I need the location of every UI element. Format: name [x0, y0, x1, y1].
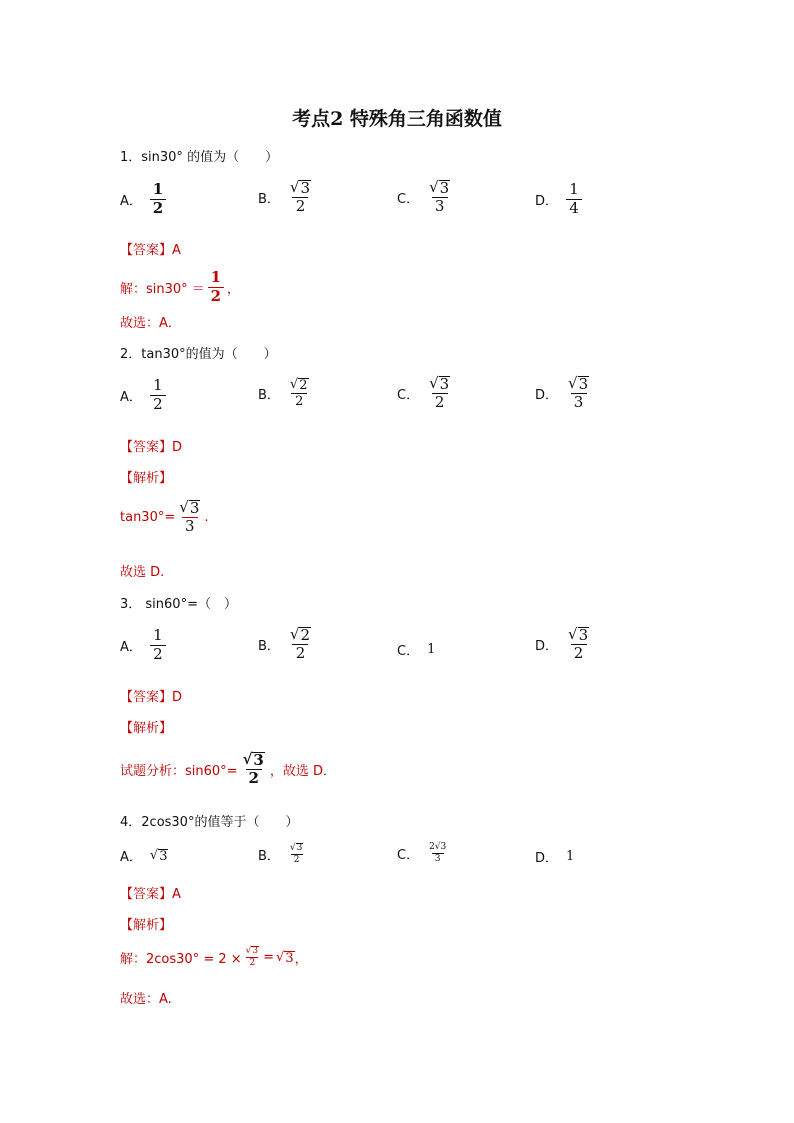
fraction: $\frac{1}{2}$ [150, 182, 166, 217]
option-letter: B． [258, 848, 280, 864]
question-3-answer: 【答案】D [120, 690, 183, 705]
question-4-option-a[interactable] [120, 846, 168, 865]
option-letter: B． [258, 638, 280, 654]
sqrt-symbol: √ 2 [289, 377, 308, 393]
fraction: √ 2 2 [289, 377, 308, 409]
question-2-option-a[interactable] [120, 378, 166, 413]
page-title: 考点2 特殊角三角函数值 [292, 108, 502, 130]
question-3-solution: 试题分析：sin60°= √ 3 2 ，故选 D． [120, 750, 337, 787]
question-2-stem: 2．tan30°的值为（ ） [120, 347, 277, 362]
fraction: √ 3 3 [179, 498, 200, 535]
fraction: √ 2 2 [289, 625, 311, 662]
question-2-option-c[interactable] [397, 376, 452, 411]
sqrt-symbol: √ 3 [568, 374, 589, 393]
question-2-answer: 【答案】D [120, 440, 183, 455]
sqrt-symbol: √ 3 [179, 498, 200, 517]
fraction: $\frac{1}{2}$ [150, 628, 166, 663]
question-1-stem: 1．sin30° 的值为（ ） [120, 150, 279, 165]
question-3-option-b[interactable] [258, 627, 313, 662]
fraction: $\frac{2√3}{3}$ [429, 842, 447, 865]
option-letter: D． [535, 193, 559, 209]
sqrt-symbol: √ 3 [245, 945, 259, 956]
sqrt-value: √ 3 [149, 848, 168, 864]
question-1-option-b[interactable] [258, 180, 313, 215]
fraction: √ 3 2 [568, 625, 589, 662]
question-3-option-c[interactable] [397, 640, 435, 659]
sqrt-symbol: √ 3 [289, 178, 311, 197]
option-value: 1 [427, 642, 436, 657]
question-4-solution: 解：2cos30° = 2 × √ 3 2 = √ 3 ， [120, 945, 308, 968]
question-4-answer: 【答案】A [120, 887, 181, 902]
option-letter: A． [120, 389, 142, 405]
option-letter: A． [120, 193, 142, 209]
option-letter: B． [258, 191, 280, 207]
sqrt-symbol: √ 3 [568, 625, 589, 644]
option-letter: A． [120, 639, 142, 655]
fraction: √ 3 2 [289, 178, 311, 215]
question-1-solution: 解：sin30° ＝ $\frac{1}{2}$ ， [120, 268, 240, 305]
option-letter: C． [397, 191, 420, 207]
option-letter: A． [120, 850, 142, 865]
fraction: $\frac{1}{2}$ [208, 270, 224, 305]
sqrt-symbol: √ 3 [242, 750, 264, 769]
question-3-stem: 3． sin60°=（ ） [120, 597, 237, 612]
question-1-option-a[interactable] [120, 182, 166, 217]
option-letter: D． [535, 638, 559, 654]
question-1-conclusion: 故选：A． [120, 316, 181, 331]
option-letter: D． [535, 851, 559, 866]
question-1-answer: 【答案】A [120, 243, 181, 258]
fraction: √ 3 3 [568, 374, 589, 411]
fraction: √ 3 2 [289, 842, 303, 865]
fraction: $\frac{1}{4}$ [566, 182, 582, 217]
question-1-option-d[interactable] [535, 182, 582, 217]
option-letter: C． [397, 387, 420, 403]
question-4-option-d[interactable] [535, 847, 574, 866]
question-4-conclusion: 故选：A. [120, 992, 172, 1007]
sqrt-symbol: √ 2 [289, 625, 311, 644]
question-3-option-a[interactable] [120, 628, 166, 663]
sqrt-symbol: √ 3 [289, 842, 303, 853]
question-4-stem: 4．2cos30°的值等于（ ） [120, 815, 299, 830]
question-2-analysis-label: 【解析】 [120, 471, 173, 486]
option-value: 1 [566, 849, 575, 864]
question-2-conclusion: 故选 D. [120, 565, 165, 580]
fraction: √ 3 2 [242, 750, 264, 787]
option-letter: C． [397, 644, 420, 659]
sqrt-symbol: √ 3 [429, 374, 450, 393]
option-letter: C． [397, 848, 420, 864]
fraction: √ 3 2 [429, 374, 450, 411]
question-2-solution: tan30°= √ 3 3 . [120, 498, 209, 535]
question-3-analysis-label: 【解析】 [120, 721, 173, 736]
question-1-option-c[interactable] [397, 180, 452, 215]
fraction: √ 3 2 [245, 945, 259, 968]
option-letter: B． [258, 387, 280, 403]
fraction: √ 3 3 [429, 178, 450, 215]
question-2-option-b[interactable] [258, 378, 311, 409]
question-2-option-d[interactable] [535, 376, 591, 411]
sqrt-symbol: √ 3 [429, 178, 450, 197]
question-4-analysis-label: 【解析】 [120, 918, 173, 933]
question-3-option-d[interactable] [535, 627, 591, 662]
fraction: $\frac{1}{2}$ [150, 378, 166, 413]
option-letter: D． [535, 387, 559, 403]
question-4-option-b[interactable] [258, 843, 305, 865]
sqrt-symbol: √ 3 [276, 949, 294, 966]
question-4-option-c[interactable] [397, 843, 448, 865]
